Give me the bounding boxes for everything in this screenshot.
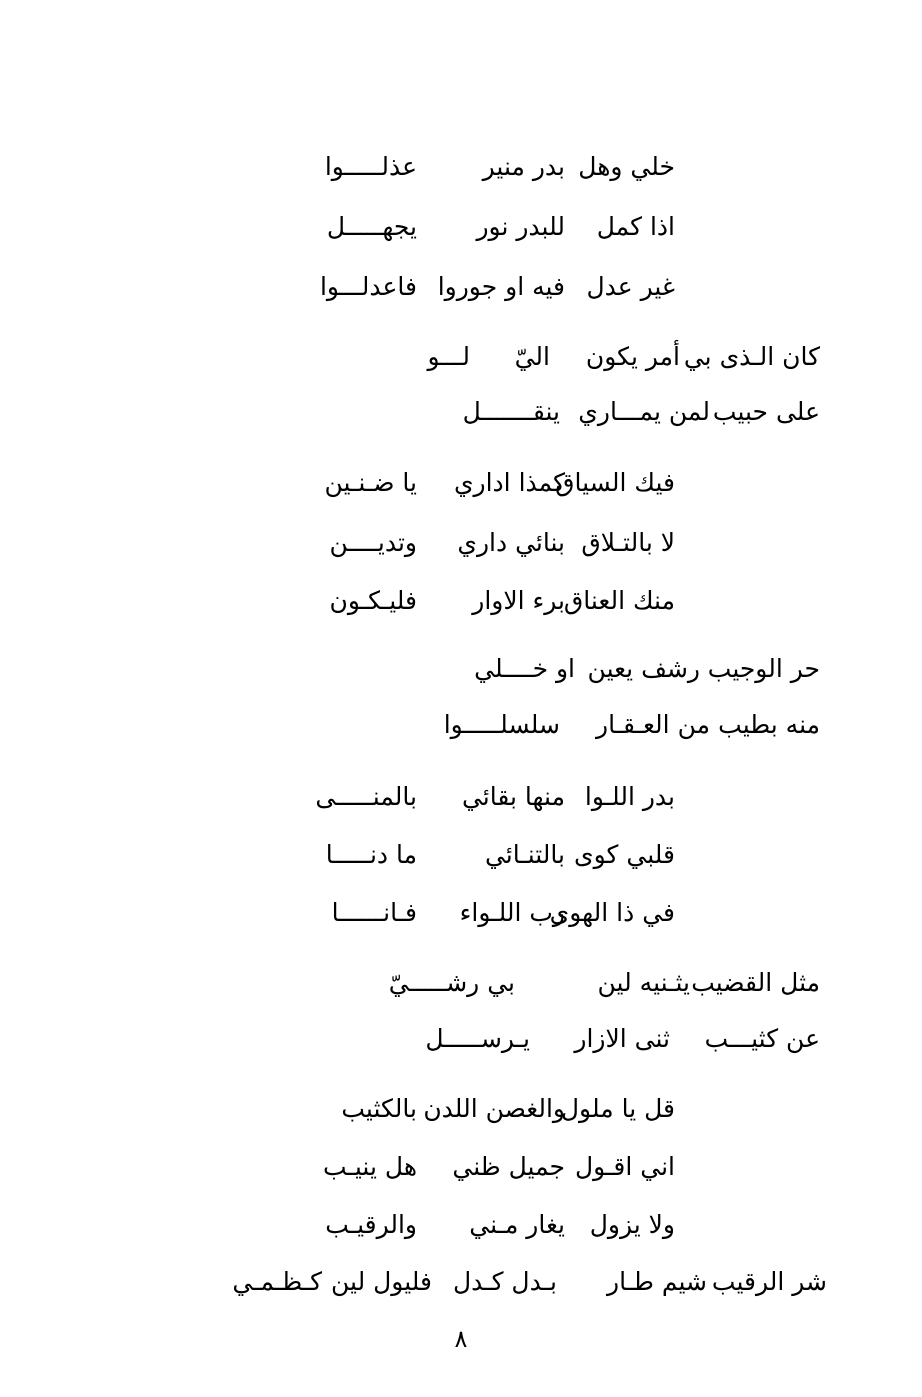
verse-segment: يا ضـنـين <box>324 468 417 497</box>
verse-line <box>297 896 675 930</box>
verse-segment: والرقيـب <box>325 1210 417 1239</box>
verse-segment: برء الاوار <box>472 586 565 615</box>
verse-segment: للبدر نور <box>476 212 565 241</box>
verse-segment: قل يا ملول <box>560 1094 675 1123</box>
verse-segment: ولا يزول <box>589 1210 675 1239</box>
verse-segment: اذا كمل <box>596 212 675 241</box>
verse-segment: فاعدلـــوا <box>319 272 417 301</box>
verse-segment: يغار مـني <box>469 1210 565 1239</box>
verse-segment: والغصن اللدن <box>423 1094 565 1123</box>
verse-segment: من العـقـار <box>596 710 710 739</box>
verse-line <box>460 652 820 686</box>
verse-segment: على حبيب <box>712 397 820 426</box>
verse-segment: بنائي داري <box>457 528 565 557</box>
verse-line <box>355 340 820 374</box>
verse-segment: حر الوجيب <box>707 654 820 683</box>
verse-segment: هل ينيـب <box>323 1152 417 1181</box>
verse-line <box>297 150 675 184</box>
verse-segment: وتديــــن <box>329 528 417 557</box>
verse-segment: فليـكـون <box>329 586 417 615</box>
verse-line <box>297 1208 675 1242</box>
verse-segment: رشف يعين <box>587 654 700 683</box>
verse-segment: يجهـــــل <box>326 212 417 241</box>
verse-line <box>400 708 820 742</box>
verse-line <box>297 210 675 244</box>
verse-segment: بالمنـــــى <box>315 782 417 811</box>
verse-segment: لـــو <box>427 342 470 371</box>
verse-segment: منها بقائي <box>461 782 565 811</box>
verse-line <box>297 526 675 560</box>
verse-segment: عذلـــــوا <box>324 152 417 181</box>
verse-segment: منه بطيب <box>718 710 820 739</box>
verse-segment: بالتنـائي <box>484 840 565 869</box>
verse-segment: شر الرقيب <box>711 1267 827 1296</box>
verse-segment: لا بالتـلاق <box>581 528 675 557</box>
verse-segment: شيم طـار <box>607 1267 707 1296</box>
verse-line <box>172 1265 827 1299</box>
verse-line <box>297 1092 675 1126</box>
verse-segment: ما دنـــــا <box>325 840 417 869</box>
verse-segment: ينقـــــــل <box>462 397 560 426</box>
verse-segment: فيك السياق <box>555 468 675 497</box>
verse-line <box>297 584 675 618</box>
verse-line <box>297 466 675 500</box>
verse-segment: اني اقـول <box>575 1152 675 1181</box>
verse-line <box>297 838 675 872</box>
verse-line <box>297 780 675 814</box>
verse-line <box>400 395 820 429</box>
page-number: ٨ <box>454 1325 468 1353</box>
verse-segment: كمذا اداري <box>453 468 565 497</box>
verse-line <box>355 1022 820 1056</box>
verse-segment: ثنى الازار <box>574 1024 670 1053</box>
verse-line <box>297 270 675 304</box>
verse-segment: اليّ <box>514 342 550 371</box>
verse-line <box>345 966 820 1000</box>
verse-segment: بـدل كـدل <box>452 1267 557 1296</box>
verse-segment: كـظـمـي <box>232 1267 322 1296</box>
verse-segment: فـانــــــا <box>331 898 417 927</box>
verse-segment: منك العناق <box>563 586 675 615</box>
verse-segment: بي رشـــــيّ <box>388 968 515 997</box>
verse-segment: جميل ظني <box>452 1152 565 1181</box>
verse-segment: غير عدل <box>586 272 675 301</box>
verse-line <box>297 1150 675 1184</box>
verse-segment: كان الـذى بي <box>683 342 820 371</box>
verse-segment: فيه او جوروا <box>437 272 565 301</box>
verse-segment: قلبي كوى <box>574 840 675 869</box>
verse-segment: في ذا الهوى <box>549 898 675 927</box>
verse-segment: رب اللـواء <box>459 898 565 927</box>
verse-segment: يـرســـــل <box>425 1024 530 1053</box>
verse-segment: عن كثيـــب <box>704 1024 820 1053</box>
verse-segment: فليول لين <box>331 1267 432 1296</box>
verse-segment: أمر يكون <box>585 342 680 371</box>
verse-segment: بالكثيب <box>341 1094 417 1123</box>
verse-segment: خلي وهل <box>578 152 675 181</box>
verse-segment: او خــــلي <box>474 654 575 683</box>
verse-segment: لمن يمـــاري <box>578 397 710 426</box>
verse-segment: بدر اللـوا <box>584 782 675 811</box>
verse-segment: مثل القضيب <box>691 968 820 997</box>
verse-segment: بدر منير <box>482 152 565 181</box>
verse-segment: يثـنيه لين <box>597 968 690 997</box>
verse-segment: سلسلـــــوا <box>443 710 560 739</box>
